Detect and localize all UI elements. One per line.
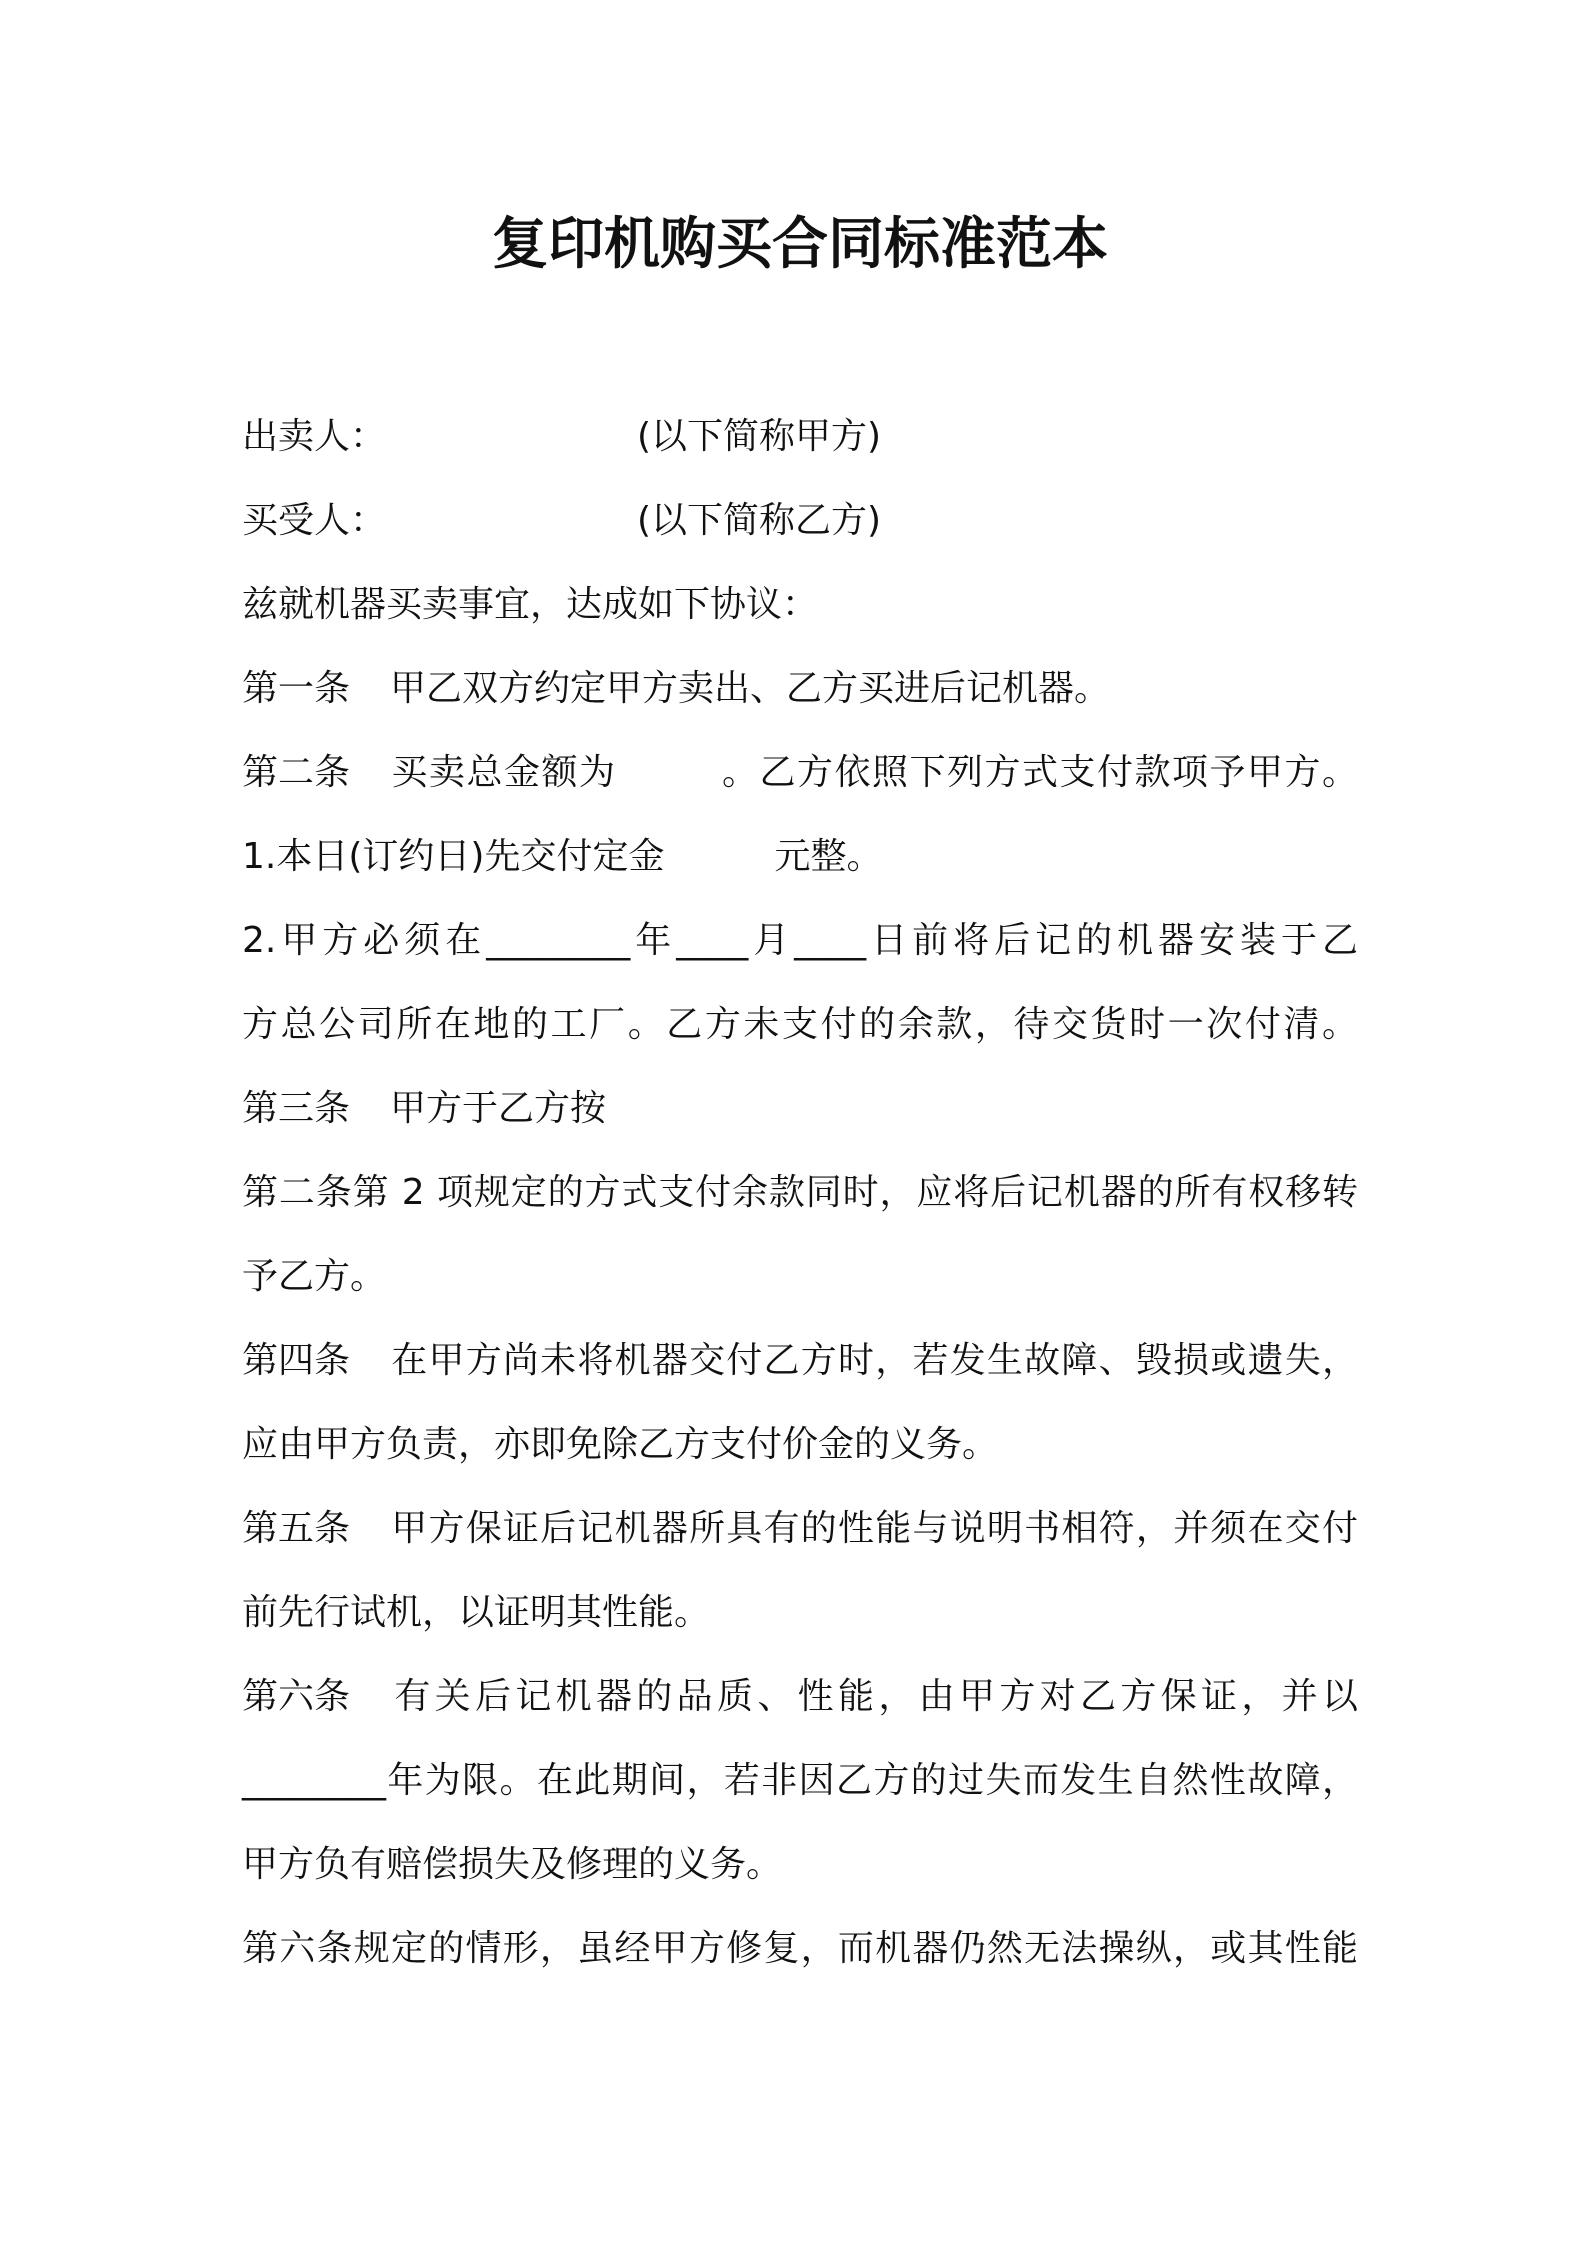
article-2-item-1 (242, 815, 1358, 899)
article-7-partial: 第六条规定的情形，虽经甲方修复，而机器仍然无法操纵，或其性能 (242, 1928, 1358, 1969)
party-buyer-note: (以下简称乙方) (637, 500, 882, 541)
item-1-text-before: 1.本日(订约日)先交付定金 (242, 836, 665, 877)
article-4-text: 在甲方尚未将机器交付乙方时，若发生故障、毁损或遗失， (390, 1340, 1358, 1381)
party-seller-note: (以下简称甲方) (637, 416, 882, 457)
article-2 (242, 731, 1358, 815)
article-5-label: 第五条 (242, 1508, 351, 1549)
article-5 (242, 1487, 1358, 1571)
article-1 (242, 647, 1358, 731)
article-3 (242, 1067, 1358, 1151)
contract-body (242, 395, 1358, 1991)
article-6-label: 第六条 (242, 1676, 351, 1717)
article-1-text: 甲乙双方约定甲方卖出、乙方买进后记机器。 (390, 668, 1111, 709)
article-1-label: 第一条 (242, 668, 351, 709)
total-amount-blank (617, 783, 721, 784)
article-5-line-2: 前先行试机，以证明其性能。 (242, 1592, 711, 1633)
article-4-label: 第四条 (242, 1340, 351, 1381)
article-4 (242, 1319, 1358, 1403)
party-seller (242, 395, 1358, 479)
article-3-line-2: 第二条第 2 项规定的方式支付余款同时，应将后记机器的所有权移转 (242, 1172, 1358, 1213)
article-2-label: 第二条 (242, 752, 351, 793)
preamble: 兹就机器买卖事宜，达成如下协议： (242, 584, 819, 625)
article-2-text-before: 买卖总金额为 (390, 752, 617, 793)
article-3-line-3: 予乙方。 (242, 1256, 387, 1297)
article-2-item-2-line-1: 2.甲方必须在________年____月____日前将后记的机器安装于乙 (242, 920, 1358, 961)
article-5-text: 甲方保证后记机器所具有的性能与说明书相符，并须在交付 (390, 1508, 1358, 1549)
article-6-line-3: 甲方负有赔偿损失及修理的义务。 (242, 1844, 783, 1885)
article-6-line-2: ________年为限。在此期间，若非因乙方的过失而发生自然性故障， (242, 1760, 1358, 1801)
article-2-text-after: 。乙方依照下列方式支付款项予甲方。 (720, 752, 1358, 793)
item-1-text-after: 元整。 (774, 836, 883, 877)
article-6-text: 有关后记机器的品质、性能，由甲方对乙方保证，并以 (390, 1676, 1358, 1717)
article-2-item-2-line-2: 方总公司所在地的工厂。乙方未支付的余款，待交货时一次付清。 (242, 1004, 1358, 1045)
party-buyer-label: 买受人： (242, 500, 387, 541)
article-4-line-2: 应由甲方负责，亦即免除乙方支付价金的义务。 (242, 1424, 999, 1465)
party-buyer (242, 479, 1358, 563)
article-3-text: 甲方于乙方按 (390, 1088, 607, 1129)
article-3-label: 第三条 (242, 1088, 351, 1129)
party-seller-label: 出卖人： (242, 416, 387, 457)
deposit-amount-blank (664, 867, 774, 868)
document-title: 复印机购买合同标准范本 (492, 212, 1108, 277)
article-6 (242, 1655, 1358, 1739)
